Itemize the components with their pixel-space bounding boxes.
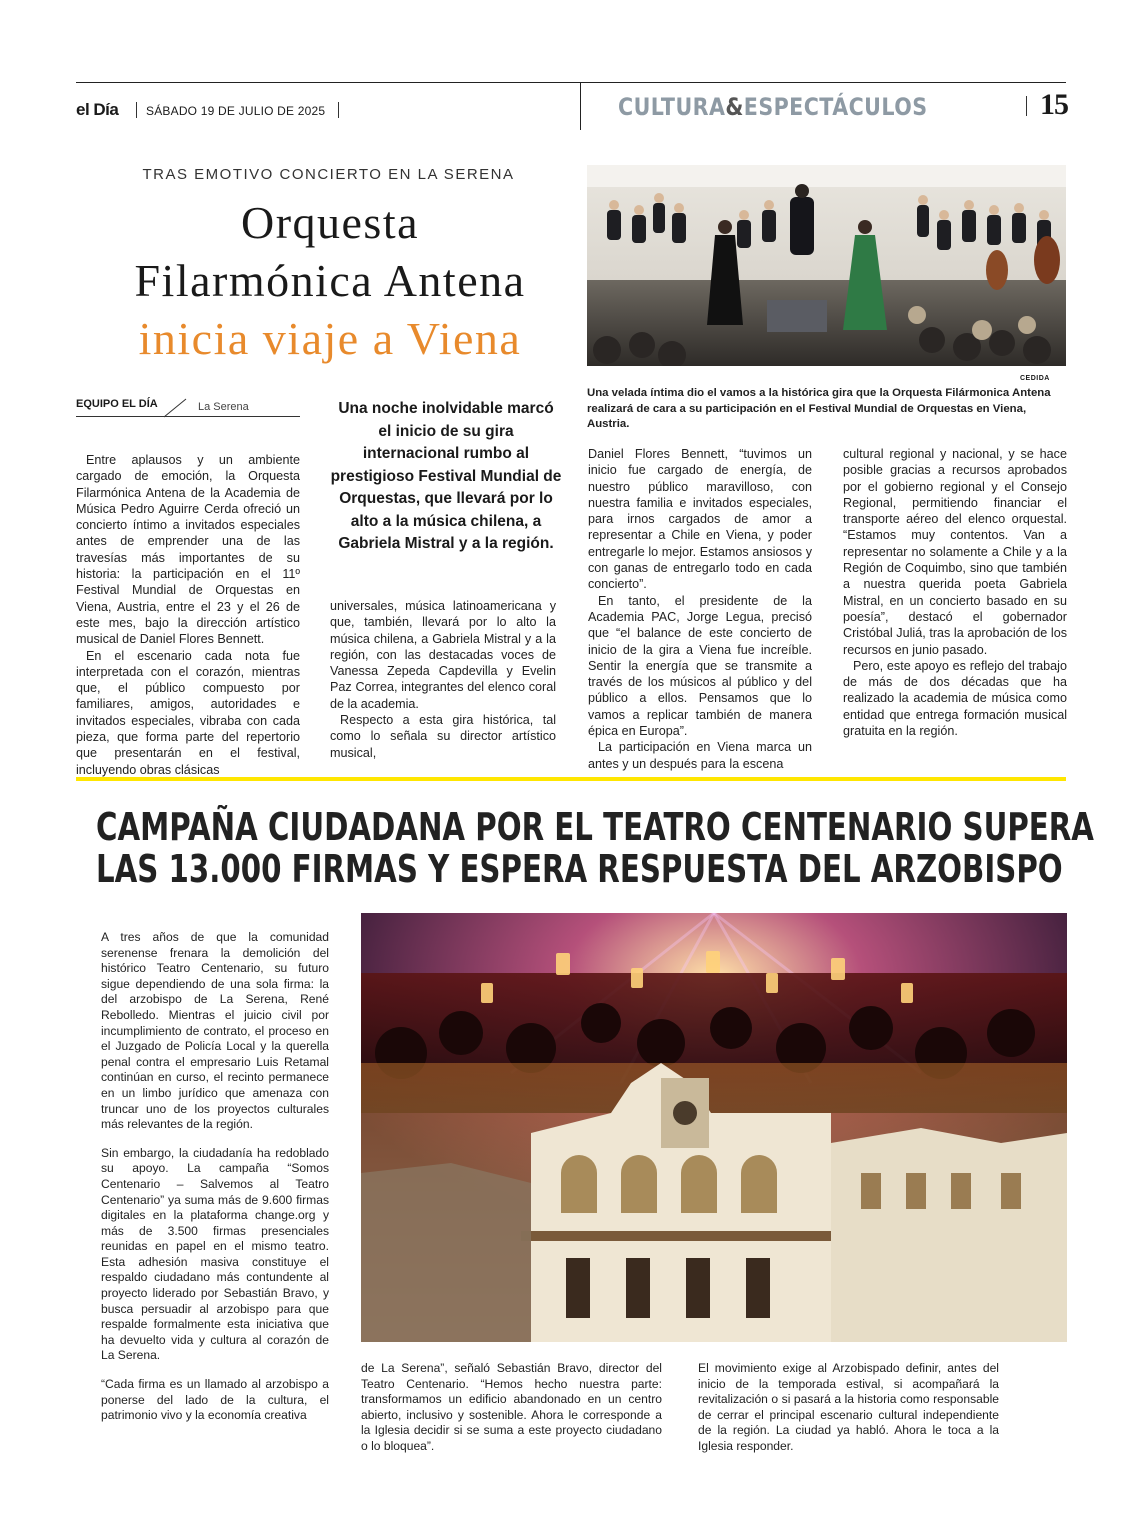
paragraph: universales, música latinoamericana y que, también, llevará por lo alto la música chilena, a Gabriela Mistral y a la región, con las destacadas voces de Vanessa Zepeda Capdevilla y Evelin Paz Correa, integrantes del elenco coral de la academia.: [330, 599, 556, 711]
article1-column-4: [843, 446, 1067, 739]
byline-rule: [76, 416, 300, 417]
headline-line-accent: inicia viaje a Viena: [138, 313, 522, 364]
paragraph: En tanto, el presidente de la Academia PAC, Jorge Legua, precisó que “el balance de este concierto de inicio de la gira a Viena fue increíble. Sentir la energía que se transmite a través de los músicos al público y del público a ellos. Pensamos que lo vamos a replicar también de manera épica en Europa”.: [588, 593, 812, 739]
photo-caption: Una velada íntima dio el vamos a la histórica gira que la Orquesta Filármonica Antena realizará de cara a su participación en el Festival Mundial de Orquestas en Viena, Austria.: [587, 387, 1051, 430]
header-pipe: [136, 102, 137, 118]
section-divider-rule: [76, 777, 1066, 781]
section-title-amp: &: [725, 93, 744, 121]
paragraph: Daniel Flores Bennett, “tuvimos un inicio fue cargado de energía, de nuestro público maravilloso, con nuestra familia e invitados especiales, para irnos cargados de amor a representar a Chile en Viena, y poder entregarle lo mejor. Estamos ansiosos y con ganas de entregarlo todo en cada concierto”.: [588, 447, 812, 592]
paragraph: “Cada firma es un llamado al arzobispo a ponerse del lado de la cultura, el patrimonio vivo y la economía creativa: [101, 1377, 329, 1423]
article1-column-3: [588, 446, 812, 772]
header-divider: [580, 82, 581, 130]
article1-column-2: [330, 598, 556, 761]
article2-column-3: [698, 1361, 999, 1468]
paragraph: Respecto a esta gira histórica, tal como lo señala su director artístico musical,: [330, 713, 556, 760]
article1-headline: [60, 194, 600, 368]
issue-date: SÁBADO 19 DE JULIO DE 2025: [146, 104, 326, 118]
section-title-a: CULTURA: [618, 93, 726, 121]
headline-line: Filarmónica Antena: [134, 255, 526, 306]
byline-author: EQUIPO EL DÍA: [76, 398, 158, 410]
article1-kicker: TRAS EMOTIVO CONCIERTO EN LA SERENA: [142, 166, 515, 183]
photo-credit: CEDIDA: [1020, 375, 1050, 382]
header-rule: [76, 82, 1066, 83]
paragraph: La participación en Viena marca un antes y un después para la escena: [588, 740, 812, 771]
paragraph: Entre aplausos y un ambiente cargado de emoción, la Orquesta Filarmónica Antena de la Academia de Música Pedro Aguirre Cerda ofreció un concierto íntimo a invitados especiales antes de emprender una de las travesías más importantes de su historia: la participación en el 11º Festival Mundial de Orquestas en Viena, Austria, entre el 23 y el 26 de este mes, bajo la dirección artístico musical de Daniel Flores Bennett.: [76, 453, 300, 647]
article1-column-1: [76, 452, 300, 778]
byline-location: La Serena: [198, 401, 249, 413]
header-pipe: [338, 102, 339, 118]
paragraph: En el escenario cada nota fue interpretada con el corazón, mientras que, el público compuesto por familiares, amigos, autoridades e invitados especiales, vibraba con cada pieza, que forma parte del repertorio que presentarán en el festival, incluyendo obras clásicas: [76, 648, 300, 777]
section-title-b: ESPECTÁCULOS: [743, 93, 928, 121]
paragraph: Pero, este apoyo es reflejo del trabajo de más de dos décadas que ha realizado la academia de música como entidad que entrega formación musical gratuita en la región.: [843, 658, 1067, 739]
header-pipe: [1026, 96, 1027, 116]
headline-line: LAS 13.000 FIRMAS Y ESPERA RESPUESTA DEL ARZOBISPO: [96, 847, 1063, 891]
orchestra-photo[interactable]: [587, 165, 1066, 366]
paragraph: de La Serena”, señaló Sebastián Bravo, director del Teatro Centenario. “Hemos hecho nuestra parte: transformamos un edificio abandonado en un centro abierto, inclusivo y sostenible. Ahora le corresponde a la Iglesia decidir si se suma a este proyecto ciudadano o lo bloquea”.: [361, 1361, 662, 1453]
paragraph: cultural regional y nacional, y se hace posible gracias a recursos aprobados por el gobierno regional y el Consejo Regional, permitiendo financiar el transporte aéreo del elenco orquestal. “Estamos muy contentos. Van a representar no solamente a Chile y a la Región de Coquimbo, sino que también a nuestra querida poeta Gabriela Mistral, en un concierto basado en su poesía”, destacó el gobernador Cristóbal Juliá, tras la aprobación de los recursos en junio pasado.: [843, 447, 1067, 657]
article2-headline: [96, 806, 1094, 890]
article2-column-1: [101, 930, 329, 1437]
byline-slash-icon: [160, 398, 190, 418]
newspaper-logo[interactable]: el Día: [76, 100, 119, 119]
article2-column-2: [361, 1361, 662, 1468]
paragraph: Sin embargo, la ciudadanía ha redoblado su apoyo. La campaña “Somos Centenario – Salvemos al Teatro Centenario” ya suma más de 9.600 firmas digitales en la plataforma change.org y más de 3.500 firmas presenciales reunidas en papel en el mismo teatro. Esta adhesión masiva constituye el respaldo ciudadano más contundente al proyecto liderado por Sebastián Bravo, y busca persuadir al arzobispo para que respalde formalmente esta iniciativa que ha devuelto vida y cultura al corazón de La Serena.: [101, 1145, 329, 1363]
headline-line: Orquesta: [240, 197, 420, 248]
page-number: 15: [1040, 88, 1068, 121]
headline-line: CAMPAÑA CIUDADANA POR EL TEATRO CENTENARIO SUPERA: [96, 805, 1094, 849]
section-title: [618, 93, 927, 121]
paragraph: El movimiento exige al Arzobispado definir, antes del inicio de la temporada estival, si acompañará la revitalización o si pasará a la historia como responsable de cerrar el principal escenario cultural independiente de la región. La ciudad ya habló. Ahora le toca a la Iglesia responder.: [698, 1361, 999, 1453]
paragraph: A tres años de que la comunidad serenense frenara la demolición del histórico Teatro Centenario, su futuro sigue dependiendo de una sola firma: la del arzobispo de La Serena, René Rebolledo. Mientras el juicio civil por incumplimiento de contrato, el proceso en el Juzgado de Policía Local y la querella penal contra el empresario Luis Retamal continúan en curso, el recinto permanece en un limbo jurídico que amenaza con truncar uno de los proyectos culturales más relevantes de la región.: [101, 930, 329, 1132]
pull-quote: Una noche inolvidable marcó el inicio de su gira internacional rumbo al prestigioso Festival Mundial de Orquestas, que llevará por lo alto a la música chilena, a Gabriela Mistral y a la región.: [330, 400, 562, 552]
theatre-concert-photo[interactable]: [361, 913, 1067, 1342]
